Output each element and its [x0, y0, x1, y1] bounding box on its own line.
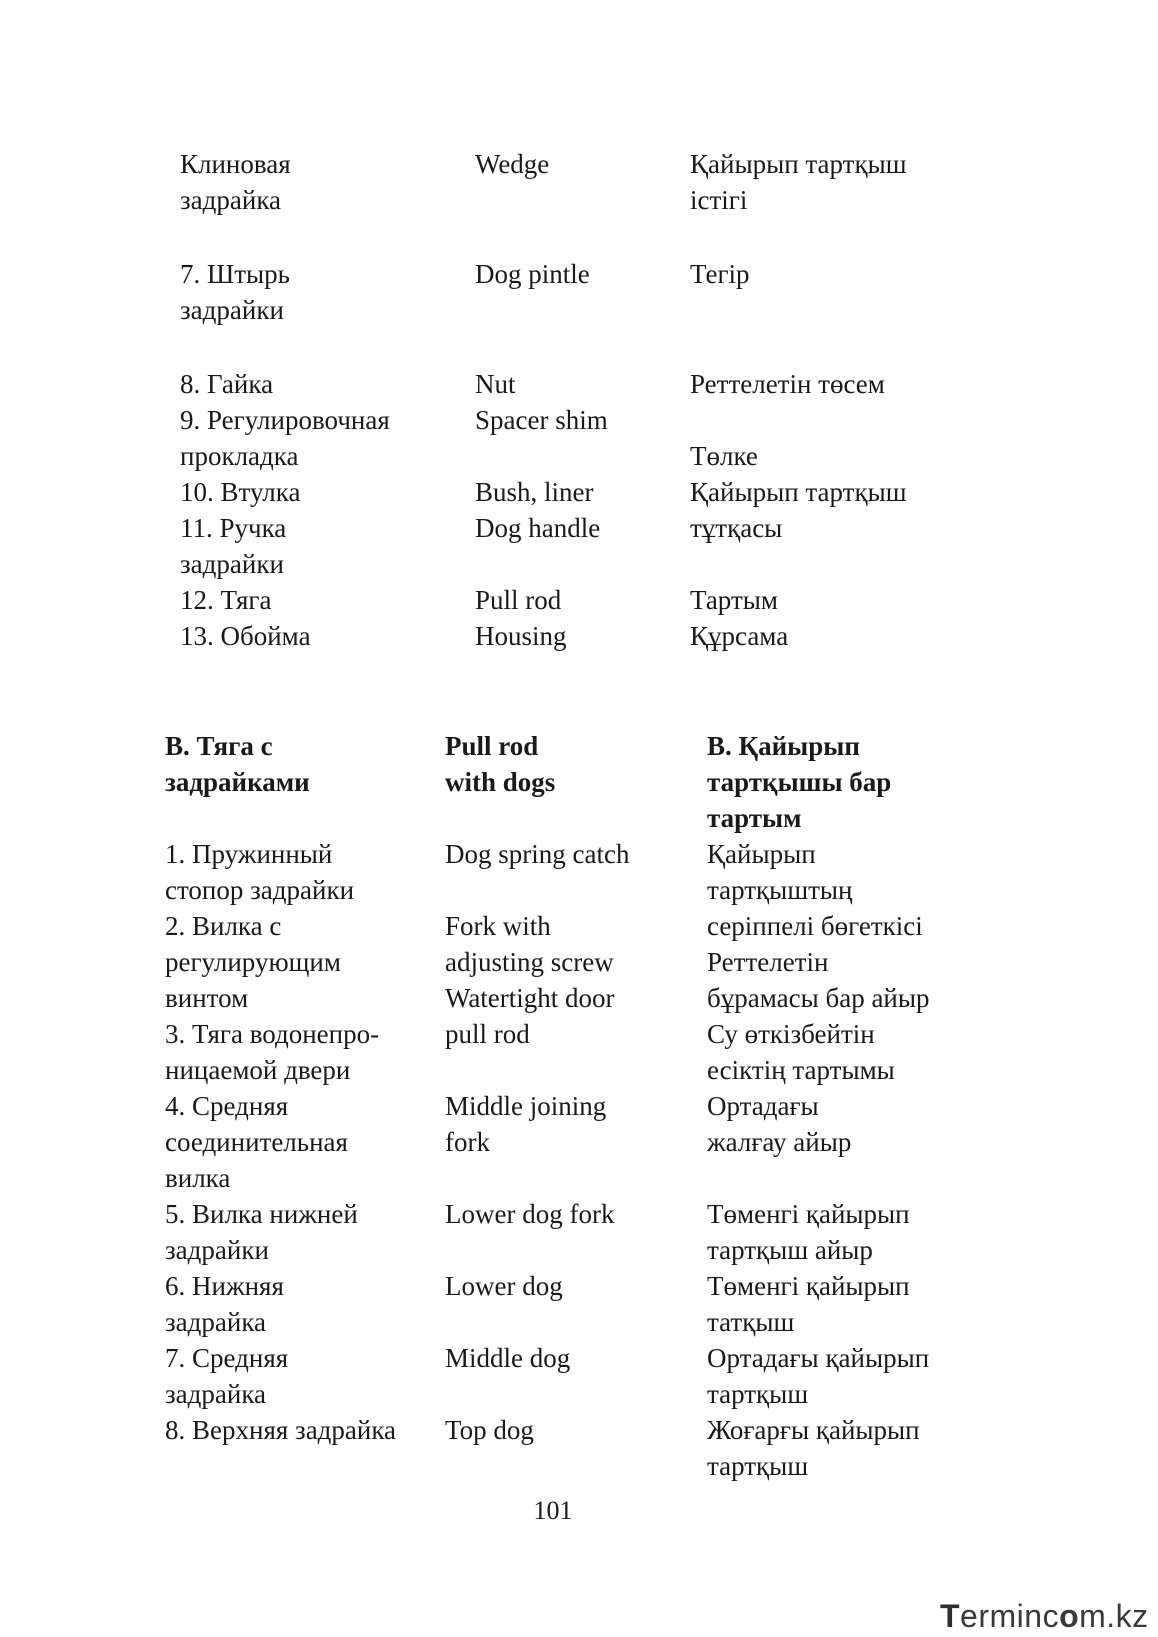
term-row [0, 618, 1158, 654]
term-english: Fork with adjusting screw Watertight door [445, 911, 615, 1013]
term-kazakh: Төменгі қайырып татқыш [707, 1271, 910, 1337]
watermark-part-b: m.kz [1079, 1598, 1149, 1634]
page-number: 101 [533, 1496, 573, 1525]
term-kazakh: Тартым [690, 585, 778, 615]
term-row [0, 1196, 1158, 1268]
term-english: Bush, liner [475, 477, 594, 507]
term-kazakh: Төлке [690, 441, 758, 471]
term-russian: 13. Обойма [180, 621, 311, 651]
term-english: Dog handle [475, 513, 601, 543]
term-kazakh: Су өткізбейтін есіктің тартымы [707, 1019, 895, 1085]
term-row [0, 474, 1158, 510]
term-russian: 10. Втулка [180, 477, 301, 507]
term-kazakh: серіппелі бөгеткісі Реттелетін бұрамасы бар айыр [707, 911, 930, 1013]
term-english: Spacer shim [475, 405, 608, 435]
term-russian: 2. Вилка с регулирующим винтом [165, 911, 341, 1013]
term-english: Dog spring catch [445, 839, 630, 869]
term-kazakh: тұтқасы [690, 513, 783, 543]
term-row [0, 1268, 1158, 1340]
term-english: pull rod [445, 1019, 530, 1049]
term-russian: 9. Регулировочная прокладка [180, 405, 390, 471]
term-row [0, 1340, 1158, 1412]
term-kazakh: Реттелетін төсем [690, 369, 885, 399]
term-english: Wedge [475, 149, 550, 179]
term-row [0, 402, 1158, 474]
section-b-header-kz: B. Қайырып тартқышы бар тартым [707, 731, 892, 833]
term-english: Middle joining fork [445, 1091, 607, 1157]
term-russian: 8. Верхняя задрайка [165, 1415, 397, 1445]
term-kazakh: Жоғарғы қайырып тартқыш [707, 1415, 920, 1481]
term-english: Lower dog [445, 1271, 563, 1301]
section-b-header-row [0, 728, 1158, 836]
term-english: Middle dog [445, 1343, 571, 1373]
term-kazakh: Қайырып тартқыш істігі [690, 149, 907, 215]
watermark-t: T [940, 1598, 961, 1634]
term-russian: 8. Гайка [180, 369, 274, 399]
term-english: Nut [475, 369, 516, 399]
term-english: Housing [475, 621, 567, 651]
term-russian: 7. Штырь задрайки [180, 259, 290, 325]
term-russian: 7. Средняя задрайка [165, 1343, 289, 1409]
term-english: Pull rod [475, 585, 562, 615]
glossary-section-a [0, 146, 1158, 654]
term-row [0, 1412, 1158, 1484]
watermark-o: o [1059, 1598, 1080, 1634]
section-b-header-en: Pull rod with dogs [445, 731, 556, 797]
term-row [0, 908, 1158, 1016]
term-kazakh: Тегір [690, 259, 750, 289]
section-b-rows [0, 836, 1158, 1484]
term-row [0, 146, 1158, 256]
term-russian: 12. Тяга [180, 585, 272, 615]
term-row [0, 366, 1158, 402]
term-kazakh: Ортадағы қайырып тартқыш [707, 1343, 930, 1409]
term-russian: 3. Тяга водонепро- ницаемой двери [165, 1019, 380, 1085]
term-row [0, 836, 1158, 908]
term-row [0, 582, 1158, 618]
term-russian: 6. Нижняя задрайка [165, 1271, 284, 1337]
term-russian: 11. Ручка задрайки [180, 513, 287, 579]
term-russian: 1. Пружинный стопор задрайки [165, 839, 355, 905]
term-russian: Клиновая задрайка [180, 149, 291, 215]
term-row [0, 1016, 1158, 1088]
term-kazakh: Ортадағы жалғау айыр [707, 1091, 852, 1157]
term-kazakh: Төменгі қайырып тартқыш айыр [707, 1199, 910, 1265]
term-kazakh: Қайырып тартқыштың [707, 839, 853, 905]
term-row [0, 1088, 1158, 1196]
glossary-section-b [0, 728, 1158, 1484]
term-russian: 4. Средняя соединительная вилка [165, 1091, 348, 1193]
term-english: Dog pintle [475, 259, 590, 289]
term-kazakh: Құрсама [690, 621, 789, 651]
terminkom-watermark-logo [940, 1598, 1149, 1634]
watermark-part-a: erminc [960, 1598, 1060, 1634]
section-b-header-ru: B. Тяга с задрайками [165, 731, 310, 797]
term-row [0, 256, 1158, 366]
term-row [0, 510, 1158, 582]
term-english: Top dog [445, 1415, 534, 1445]
term-kazakh: Қайырып тартқыш [690, 477, 907, 507]
term-english: Lower dog fork [445, 1199, 615, 1229]
term-russian: 5. Вилка нижней задрайки [165, 1199, 358, 1265]
